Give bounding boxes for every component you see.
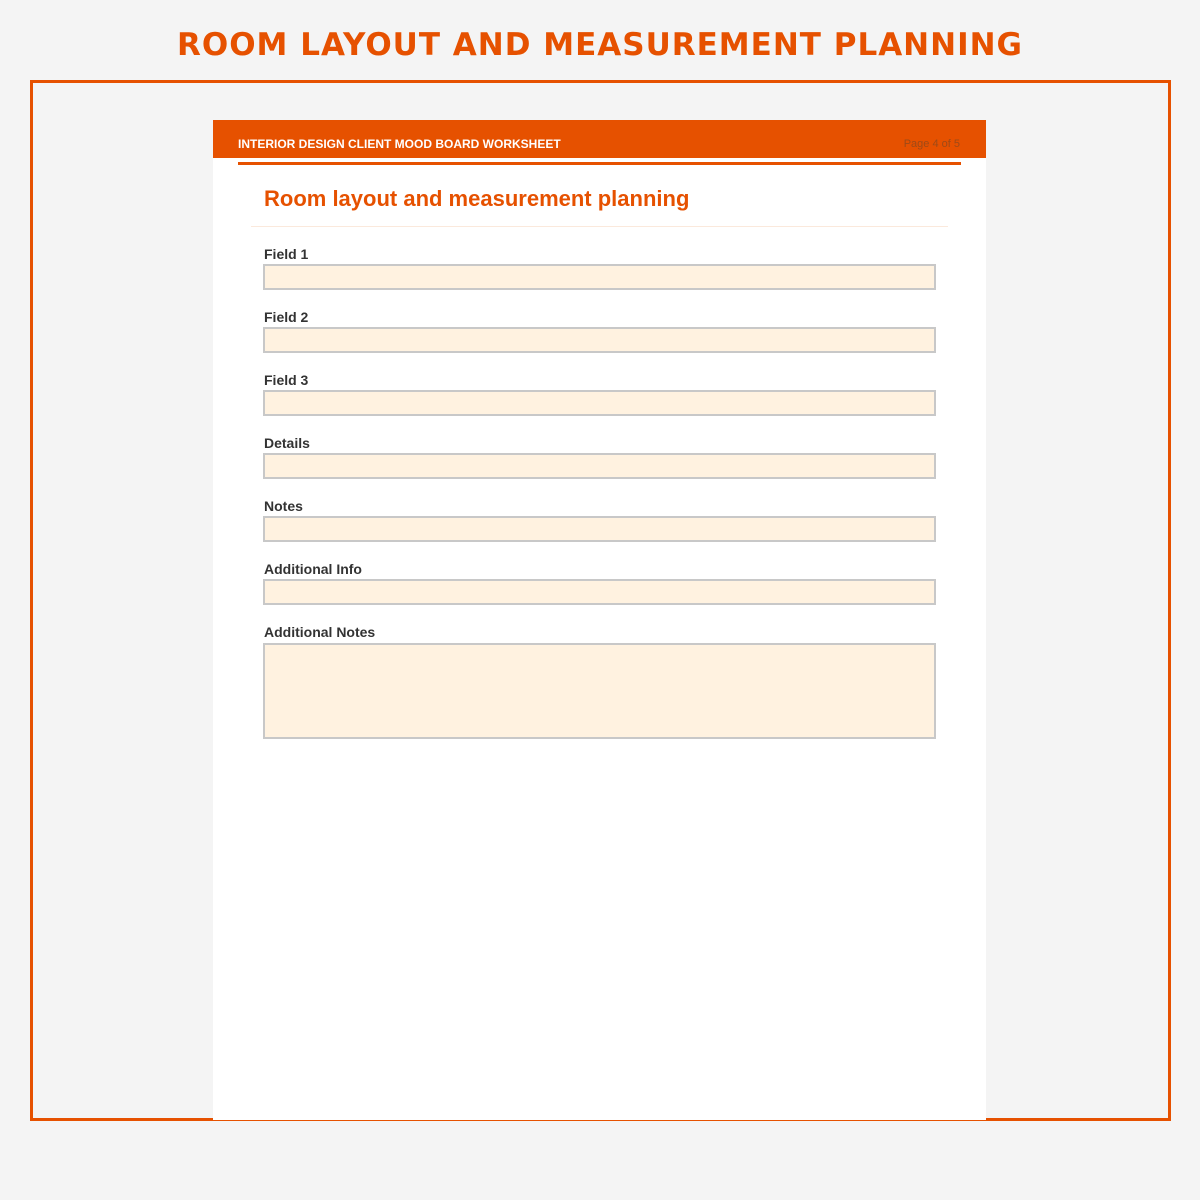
field-2-input[interactable] <box>263 327 936 353</box>
field-3-input[interactable] <box>263 390 936 416</box>
additional-info-input[interactable] <box>263 579 936 605</box>
section-divider <box>251 226 948 227</box>
page-number: Page 4 of 5 <box>903 138 960 150</box>
header-divider <box>238 162 961 165</box>
field-2-label: Field 2 <box>264 309 309 325</box>
page-header <box>213 120 986 158</box>
worksheet-page <box>213 120 986 1121</box>
field-3-label: Field 3 <box>264 372 309 388</box>
details-input[interactable] <box>263 453 936 479</box>
additional-notes-label: Additional Notes <box>264 624 376 640</box>
notes-input[interactable] <box>263 516 936 542</box>
banner-title: ROOM LAYOUT AND MEASUREMENT PLANNING <box>176 27 1023 63</box>
field-1-input[interactable] <box>263 264 936 290</box>
notes-label: Notes <box>264 498 303 514</box>
document-title: INTERIOR DESIGN CLIENT MOOD BOARD WORKSHEET <box>238 137 561 151</box>
details-label: Details <box>264 435 310 451</box>
section-title: Room layout and measurement planning <box>264 186 690 211</box>
additional-info-label: Additional Info <box>264 561 362 577</box>
field-1-label: Field 1 <box>264 246 309 262</box>
additional-notes-textarea[interactable] <box>263 643 936 739</box>
